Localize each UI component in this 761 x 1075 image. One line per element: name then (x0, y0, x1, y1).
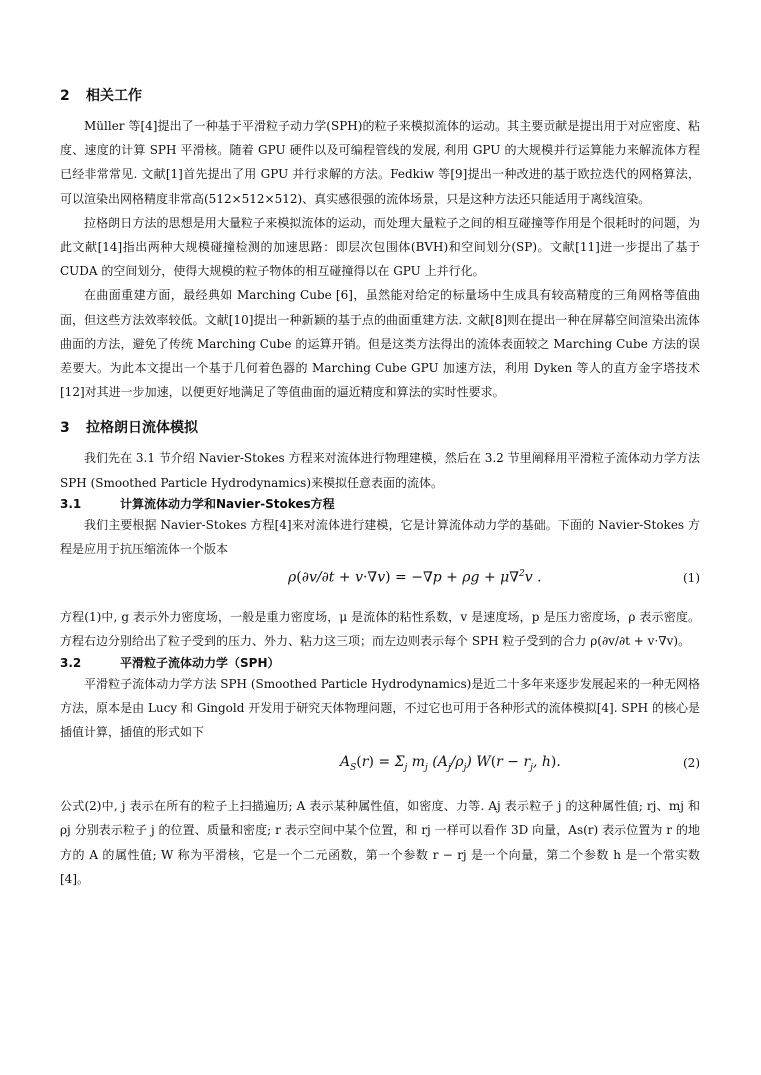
equation-1-number: (1) (683, 571, 700, 586)
section-3-2-para-2: 公式(2)中, j 表示在所有的粒子上扫描遍历; A 表示某种属性值，如密度、力等. Aj 表示粒子 j 的这种属性值; rj、mj 和 ρj 分别表示粒子 j 的位置、质量和密度; r 表示空间中某个位置，和 rj 一样可以看作 3D 向量，As(r) 表示位置为 r 的地方的 A 的属性值; W 称为平滑核，它是一个二元函数，第一个参数 r − rj 是一个向量，第二个参数 h 是一个常实数[4]。 (60, 799, 700, 886)
section-3-heading (60, 418, 700, 438)
section-2-para-2: 拉格朗日方法的思想是用大量粒子来模拟流体的运动，而处理大量粒子之间的相互碰撞等作用是个很耗时的问题，为此文献[14]指出两种大规模碰撞检测的加速思路：即层次包围体(BVH)和空间划分(SP)。文献[11]进一步提出了基于 CUDA 的空间划分，使得大规模的粒子物体的相互碰撞得以在 GPU 上并行化。 (60, 215, 700, 279)
equation-1 (60, 561, 700, 605)
equation-1-formula: ρ(∂v/∂t + v·∇v) = −∇p + ρg + μ∇$^2$v . (288, 569, 542, 586)
section-2-para-1: Müller 等[4]提出了一种基于平滑粒子动力学(SPH)的粒子来模拟流体的运动。其主要贡献是提出用于对应密度、粘度、速度的计算 SPH 平滑核。随着 GPU 硬件以及可编程管线的发展, 利用 GPU 的大规模并行运算能力来解流体方程已经非常常见. 文献[1]首先提出了用 GPU 并行求解的方法。Fedkiw 等[9]提出一种改进的基于欧拉迭代的网格算法，可以渲染出网格精度非常高(512×512×512)、真实感很强的流体场景，只是这种方法还只能适用于离线渲染。 (60, 119, 700, 206)
section-3-2-para-1: 平滑粒子流体动力学方法 SPH (Smoothed Particle Hydrodynamics)是近二十多年来逐步发展起来的一种无网格方法，原本是由 Lucy 和 Gingold 开发用于研究天体物理问题，不过它也可用于各种形式的流体模拟[4]. SPH 的核心是插值计算，插值的形式如下 (60, 676, 700, 740)
section-3-1-title: 计算流体动力学和Navier-Stokes方程 (120, 496, 335, 511)
section-2-number: 2 (60, 88, 70, 104)
section-3-1-para-2: 方程(1)中, g 表示外力密度场，一般是重力密度场，μ 是流体的粘性系数，v 是速度场，p 是压力密度场，ρ 表示密度。方程右边分别给出了粒子受到的压力、外力、粘力这三项；而左边则表示每个 SPH 粒子受到的合力 ρ(∂v/∂t + v·∇v)。 (60, 610, 700, 649)
section-3-1-heading (60, 495, 700, 513)
section-3-2-title: 平滑粒子流体动力学（SPH） (120, 655, 280, 670)
section-3-2-heading (60, 654, 700, 672)
section-2-title: 相关工作 (86, 88, 142, 104)
section-3-title: 拉格朗日流体模拟 (86, 420, 198, 437)
section-3-intro: 我们先在 3.1 节介绍 Navier-Stokes 方程来对流体进行物理建模，然后在 3.2 节里阐释用平滑粒子流体动力学方法 SPH (Smoothed Particle Hydrodynamics)来模拟任意表面的流体。 (60, 451, 700, 490)
section-2-para-3: 在曲面重建方面，最经典如 Marching Cube [6]，虽然能对给定的标量场中生成具有较高精度的三角网格等值曲面，但这些方法效率较低。文献[10]提出一种新颖的基于点的曲面重建方法. 文献[8]则在提出一种在屏幕空间渲染出流体曲面的方法，避免了传统 Marching Cube 的运算开销。但是这类方法得出的流体表面较之 Marching Cube 方法的误差要大。为此本文提出一个基于几何着色器的 Marching Cube GPU 加速方法，利用 Dyken 等人的直方金字塔技术[12]对其进一步加速，以便更好地满足了等值曲面的逼近精度和算法的实时性要求。 (60, 288, 700, 400)
section-3-1-number: 3.1 (60, 496, 82, 511)
section-3-1-para-1: 我们主要根据 Navier-Stokes 方程[4]来对流体进行建模，它是计算流体动力学的基础。下面的 Navier-Stokes 方程是应用于抗压缩流体一个版本 (60, 517, 700, 557)
equation-2-number: (2) (683, 756, 700, 771)
section-3-2-number: 3.2 (60, 655, 82, 670)
paper-page (60, 86, 700, 891)
equation-2-formula: $A_S(r) = \Sigma_j$ $m_j$ $(A_j/\rho_j) W(r - r_j$, h). (340, 754, 561, 774)
section-2-heading (60, 86, 700, 106)
equation-2 (60, 744, 700, 794)
section-3-number: 3 (60, 420, 70, 437)
